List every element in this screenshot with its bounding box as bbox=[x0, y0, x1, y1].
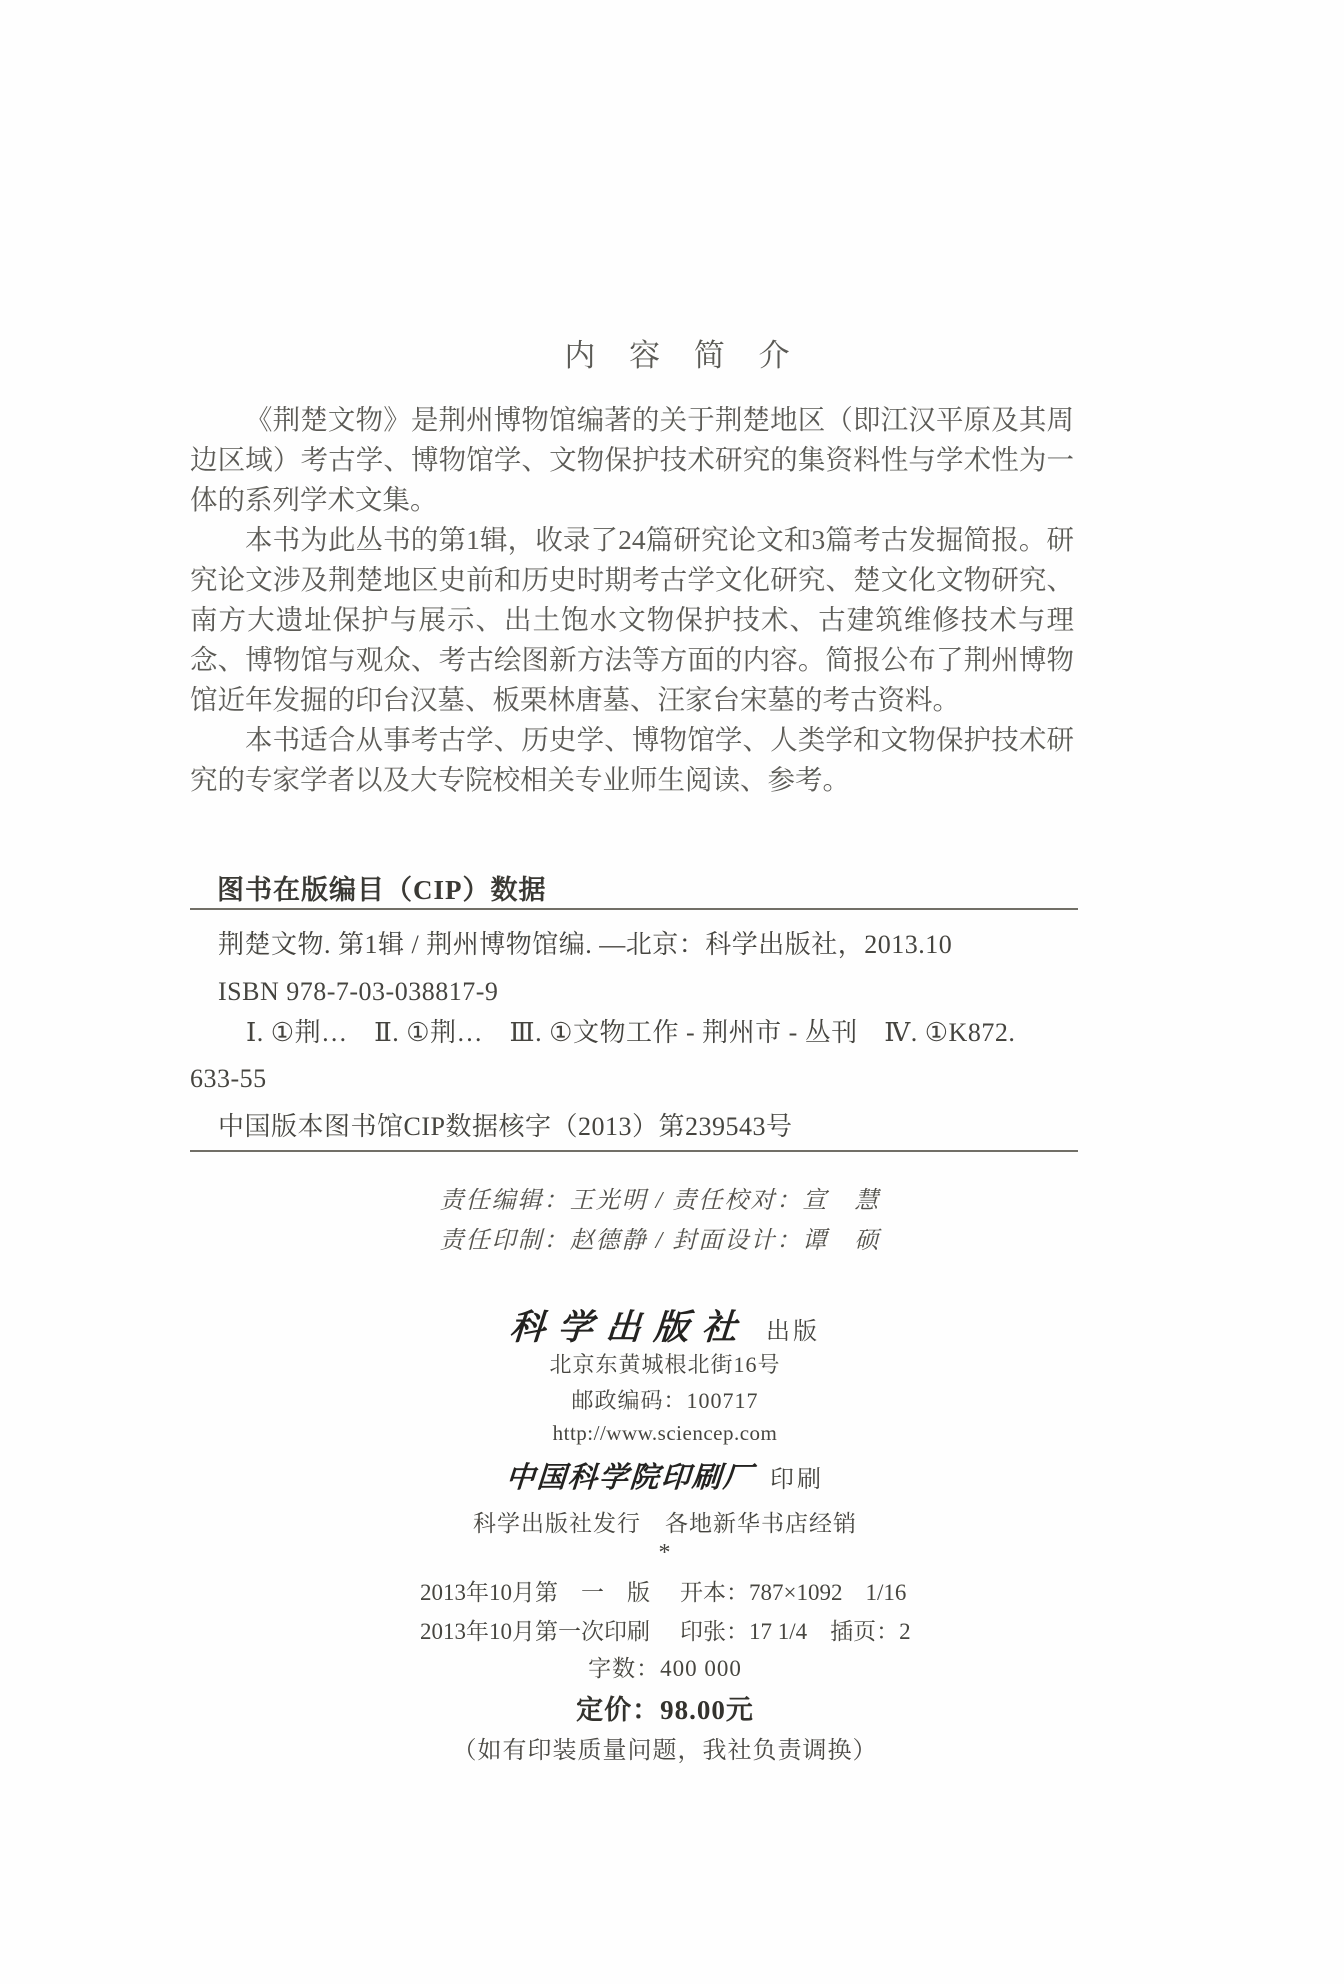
publisher-address: 北京东黄城根北街16号 bbox=[549, 1352, 781, 1377]
publisher-website: http://www.sciencep.com bbox=[552, 1421, 778, 1445]
intro-title: 内 容 简 介 bbox=[564, 338, 796, 373]
printing-date: 2013年10月第一次印刷 bbox=[420, 1619, 650, 1644]
cip-header: 图书在版编目（CIP）数据 bbox=[217, 875, 547, 905]
intro-line: 边区域）考古学、博物馆学、文物保护技术研究的集资料性与学术性为一 bbox=[190, 444, 1074, 475]
price: 定价：98.00元 bbox=[576, 1695, 754, 1725]
printer-name-line bbox=[0, 1455, 1330, 1496]
format-spec: 开本：787×1092 1/16 bbox=[680, 1580, 907, 1605]
intro-line: 本书为此丛书的第1辑，收录了24篇研究论文和3篇考古发掘简报。研 bbox=[245, 524, 1074, 555]
publisher-role-label: 出版 bbox=[766, 1319, 820, 1345]
printing-row bbox=[0, 1613, 1344, 1647]
cip-top-rule bbox=[190, 908, 1078, 910]
credit-printing-line: 责任印制：赵德静 / 封面设计：谭 硕 bbox=[439, 1228, 881, 1254]
intro-line: 究论文涉及荆楚地区史前和历史时期考古学文化研究、楚文化文物研究、 bbox=[190, 564, 1074, 595]
distribution-line: 科学出版社发行 各地新华书店经销 bbox=[473, 1511, 857, 1536]
intro-line: 《荆楚文物》是荆州博物馆编著的关于荆楚地区（即江汉平原及其周 bbox=[245, 404, 1074, 435]
cip-classification-line: Ⅰ. ①荆… Ⅱ. ①荆… Ⅲ. ①文物工作 - 荆州市 - 丛刊 Ⅳ. ①K872. bbox=[246, 1018, 1016, 1047]
publisher-logo-script: 科学出版社 bbox=[508, 1308, 752, 1347]
intro-line: 究的专家学者以及大专院校相关专业师生阅读、参考。 bbox=[190, 764, 850, 795]
cip-bottom-rule bbox=[190, 1150, 1078, 1152]
intro-line: 南方大遗址保护与展示、出土饱水文物保护技术、古建筑维修技术与理 bbox=[190, 604, 1074, 635]
publisher-name-line bbox=[0, 1300, 1330, 1350]
intro-line: 本书适合从事考古学、历史学、博物馆学、人类学和文物保护技术研 bbox=[245, 724, 1074, 755]
credit-editors-line: 责任编辑：王光明 / 责任校对：宣 慧 bbox=[439, 1188, 881, 1214]
star-divider: * bbox=[658, 1540, 672, 1566]
printer-role-label: 印刷 bbox=[770, 1467, 824, 1493]
cip-title-line: 荆楚文物. 第1辑 / 荆州博物馆编. —北京：科学出版社，2013.10 bbox=[218, 930, 953, 959]
quality-note: （如有印装质量问题，我社负责调换） bbox=[452, 1738, 878, 1764]
publisher-postcode: 邮政编码：100717 bbox=[571, 1388, 759, 1413]
intro-paragraphs bbox=[190, 400, 1074, 800]
intro-line: 体的系列学术文集。 bbox=[190, 484, 438, 515]
cip-isbn-line: ISBN 978-7-03-038817-9 bbox=[218, 977, 499, 1006]
cip-classification-continuation: 633-55 bbox=[190, 1064, 267, 1093]
edition-date: 2013年10月第 一 版 bbox=[420, 1580, 650, 1605]
sheets-spec: 印张：17 1/4 插页：2 bbox=[680, 1619, 911, 1644]
edition-row bbox=[0, 1574, 1344, 1608]
intro-line: 念、博物馆与观众、考古绘图新方法等方面的内容。简报公布了荆州博物 bbox=[190, 644, 1074, 675]
word-count: 字数：400 000 bbox=[588, 1656, 742, 1681]
intro-line: 馆近年发掘的印台汉墓、板栗林唐墓、汪家台宋墓的考古资料。 bbox=[190, 684, 960, 715]
printer-logo-script: 中国科学院印刷厂 bbox=[504, 1462, 755, 1494]
cip-record-number-line: 中国版本图书馆CIP数据核字（2013）第239543号 bbox=[218, 1112, 793, 1141]
